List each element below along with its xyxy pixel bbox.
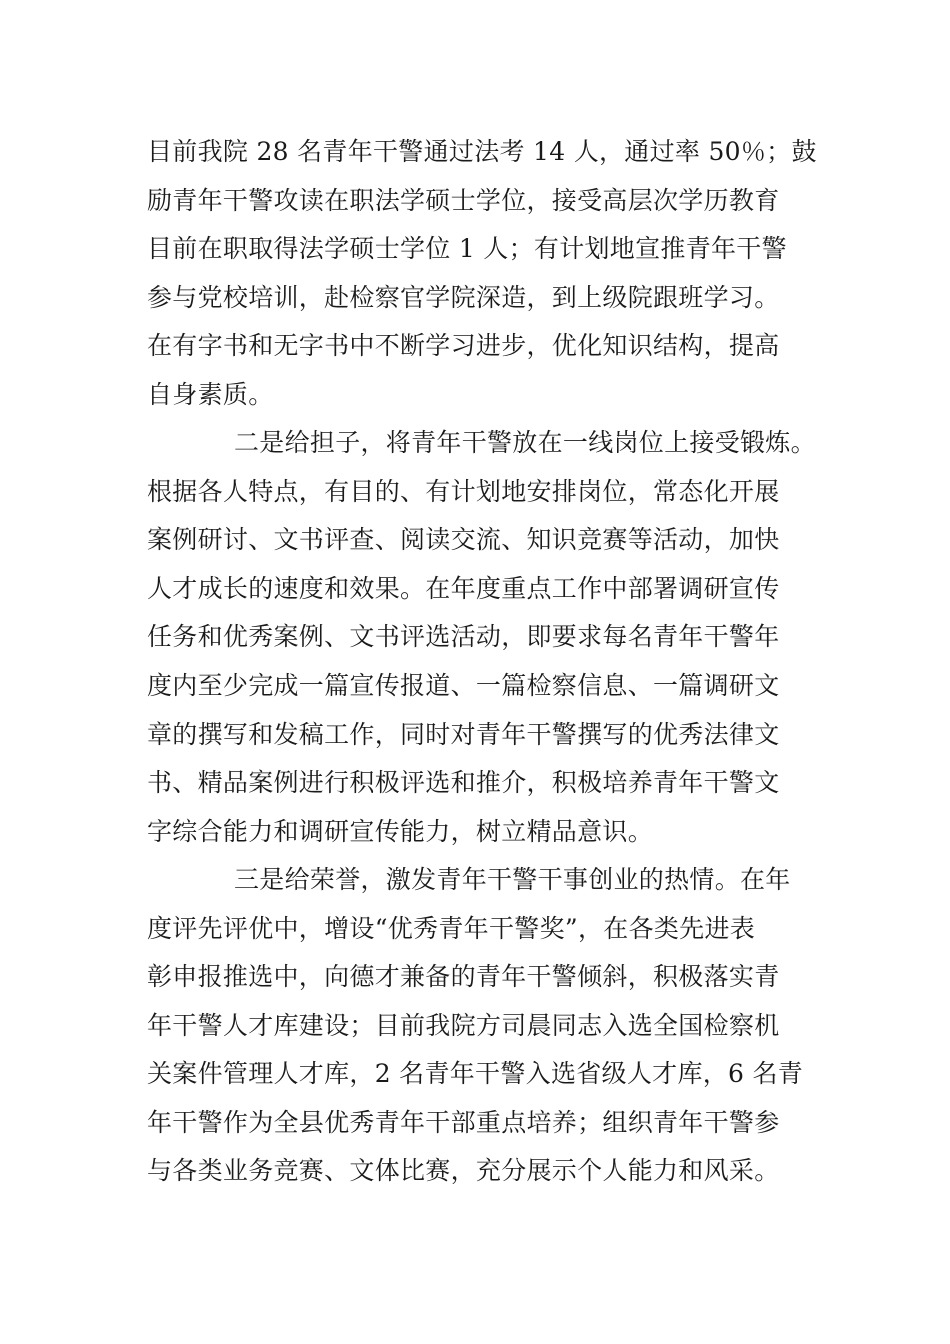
- text-line: 自身素质。: [147, 379, 274, 409]
- text-line: 目前在职取得法学硕士学位 1 人；有计划地宣推青年干警: [147, 234, 787, 264]
- text-line: 目前我院 28 名青年干警通过法考 14 人，通过率 50％；鼓: [147, 137, 817, 166]
- text-line: 字综合能力和调研宣传能力，树立精品意识。: [147, 816, 654, 846]
- paragraph-first-line: 二是给担子，将青年干警放在一线岗位上接受锻炼。: [234, 428, 816, 458]
- text-line: 在有字书和无字书中不断学习进步，优化知识结构，提高: [147, 331, 780, 361]
- text-line: 章的撰写和发稿工作，同时对青年干警撰写的优秀法律文: [147, 719, 780, 749]
- text-line: 任务和优秀案例、文书评选活动，即要求每名青年干警年: [147, 622, 780, 652]
- text-line: 案例研讨、文书评查、阅读交流、知识竞赛等活动，加快: [147, 525, 780, 555]
- paragraph-first-line: 三是给荣誉，激发青年干警干事创业的热情。在年: [234, 865, 791, 895]
- text-line: 励青年干警攻读在职法学硕士学位，接受高层次学历教育: [147, 185, 780, 215]
- text-line: 度内至少完成一篇宣传报道、一篇检察信息、一篇调研文: [147, 671, 780, 701]
- text-line: 彰申报推选中，向德才兼备的青年干警倾斜，积极落实青: [147, 962, 780, 992]
- text-line: 书、精品案例进行积极评选和推介，积极培养青年干警文: [147, 768, 780, 798]
- text-line: 参与党校培训，赴检察官学院深造，到上级院跟班学习。: [147, 282, 780, 312]
- text-line: 人才成长的速度和效果。在年度重点工作中部署调研宣传: [147, 573, 780, 603]
- text-line: 度评先评优中，增设“优秀青年干警奖”，在各类先进表: [147, 913, 756, 943]
- document-body: [147, 128, 827, 1196]
- text-line: 年干警作为全县优秀青年干部重点培养；组织青年干警参: [147, 1107, 780, 1137]
- text-line: 与各类业务竞赛、文体比赛，充分展示个人能力和风采。: [147, 1156, 780, 1186]
- text-line: 根据各人特点，有目的、有计划地安排岗位，常态化开展: [147, 476, 780, 506]
- text-line: 年干警人才库建设；目前我院方司晨同志入选全国检察机: [147, 1010, 780, 1040]
- text-line: 关案件管理人才库，2 名青年干警入选省级人才库，6 名青: [147, 1059, 804, 1089]
